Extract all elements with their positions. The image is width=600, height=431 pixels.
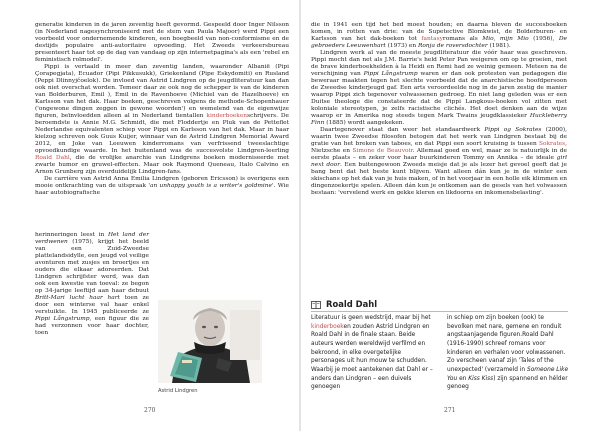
text-run: generatie kinderen in de jaren zeventig heeft gevormd. Gespeeld door Inger Nilsson (in Nederland nagesynchroniseerd met de stem van Paula Majoor) werd Pippi een voorbeeld voor ondernemende kinderen, een boegbeeld van non-conformisme en de destijds populaire anti-autoritaire opvoeding. Het Zweeds verkeersbureau presenteert haar tot op de dag van vandaag op zijn internetpagina's als een 'rebel en feministisch rolmodel'. xyxy=(35,22,289,64)
text-run: in schiep om zijn boeken (ook) te bevolken met nare, gemene en ronduit angstaanjagende figuren. xyxy=(447,315,562,339)
paragraph xyxy=(35,176,289,197)
italic-title: Someone Like You xyxy=(447,366,569,382)
italic-title: 'an unhappy youth is a writer's goldmine' xyxy=(148,183,274,190)
text-run: (2000), waarin twee Zweedse filosofen betogen dat het werk van Lindgren bestaat bij de gratie van het breken van taboes, en dat Pippi een soort kruising is tussen xyxy=(311,127,567,148)
text-run: en xyxy=(457,375,469,382)
left-body-text xyxy=(35,22,289,197)
italic-title: Pippi Långstrump xyxy=(35,316,90,323)
paragraph xyxy=(35,22,289,64)
paragraph xyxy=(311,50,567,127)
text-run: Pippi is vertaald in meer dan zeventig landen, waaronder Albanië (Pipi Çorapegjata), Ecuador (Pipi Pikkusukk), Griekenland (Pipe Eskydomiti) en Rusland (Peppi Dlinnyjčoelok). De invloed van Astrid Lindgren op de jeugdliteratuur kan dan ook niet overschat worden. Temeer daar ze ook nog de schepper is van de kinderen van Bolderburen, Emil ), Emil in de Ravenhoeve (Michiel van de Hazelhoeve) en Karlsson van het dak. Haar boeken, geschreven volgens de methode-Schopenhauer ('ongewone dingen zeggen in gewone woorden') en wemelend van de eigenwijze figuren, beïnvloedden alleen al in Nederland tientallen xyxy=(35,64,289,120)
text-run: Lindgren werk al van de meeste jeugdliteratuur die vóór haar was geschreven. Pippi mocht dan net als J.M. Barrie's held Peter Pan weigeren om op te groeien, met de brave kinderboekhelden à la Heidi en Remi had ze weinig gemeen. Meteen na de verschijning van xyxy=(311,50,567,78)
paragraph xyxy=(311,127,567,197)
section-column-1 xyxy=(311,314,433,392)
italic-title: Kiss Kiss xyxy=(468,375,494,382)
text-run: , een figuur die ze had verzonnen voor haar dochter, toen xyxy=(35,316,149,337)
right-body-text xyxy=(311,22,567,197)
italic-title: Pippi Långstrump xyxy=(363,71,418,78)
text-run: waren er dan ook protesten van pedagogen die beweraar maakten tegen het slechte voorbeeld dat de anarchistische hoofdpersoon de Zweedse kinderjeugd gaf. Een arts veroordeelde nog in de jaren zestig de manier waarop Pippi zich tegenover volwassenen gedroeg. En niet lang geleden was er een Duitse theologe die constateerde dat de Pippi Langkous-boeken vol zitten met koloniale stereotypen, je zelfs racistische clichés. Het doet denken aan de wijze waarop er in Amerika nog steeds tegen Mark Twains jeugdklassieker xyxy=(311,71,567,120)
book-gutter xyxy=(299,0,301,431)
page-number-left: 270 xyxy=(144,407,156,414)
section-divider xyxy=(311,311,568,312)
highlighted-term: kinderboek xyxy=(311,323,344,330)
text-run: De carrière van Astrid Anna Emilia Lindgren (geboren Ericsson) is overigens een mooie ontkrachting van de uitspraak xyxy=(35,176,289,190)
left-narrow-text xyxy=(35,232,149,337)
text-run: . Allemaal goed en wel, maar ze is natuurlijk in de eerste plaats – en zeker voor haar buurkinderen Tommy en Annika – de ideale xyxy=(311,148,567,162)
text-run: romans als xyxy=(442,36,483,43)
text-run: toen ze door een winterse val haar enkel verstuikte. In 1945 publiceerde ze xyxy=(35,295,150,316)
text-run: (1956), xyxy=(528,36,559,43)
paragraph xyxy=(35,232,149,337)
highlighted-term: Sokrates xyxy=(538,141,566,148)
text-run: . Een buitengewoon Zweeds meisje dat je als lezer het gevoel geeft dat je bang bent dat het beste kunt blijven. Want alleen dán kun je in de winter een skischans op het dak van je huis maken, of in het voorjaar in een holle eik klimmen en dingenzoekertje spelen. Alleen dán kun je ontkomen aan de gesels van het volwassen bestaan: 'vervelend werk en gekke kleren en likdoorns en inkomensbelasting'. xyxy=(311,162,567,197)
italic-title: Ronja de roversdochter xyxy=(417,43,488,50)
text-run: Literatuur is geen wedstrijd, maar bij het xyxy=(311,315,431,321)
portrait-photo xyxy=(158,300,262,383)
page-number-right: 271 xyxy=(444,407,456,414)
highlighted-term: fantasy xyxy=(421,36,443,43)
paragraph xyxy=(35,64,289,176)
italic-title: Mio, mijn Mio xyxy=(482,36,529,43)
italic-title: Het land der verdwenen xyxy=(35,232,149,246)
highlighted-term: kinderboeken xyxy=(206,113,248,120)
highlighted-term: Roald Dahl xyxy=(35,155,70,162)
italic-title: Pippi og Sokrates xyxy=(484,127,542,134)
italic-title: De gebroeders Leeuwenhart xyxy=(311,36,567,50)
italic-title: Huckleberry Finn xyxy=(311,113,567,127)
text-run: (1975), krijgt het beeld van een Zuid-Zweedse plattelandsidylle, een jeugd vol veilige avonturen met zusjes en broertjes en ouders die elkaar adoreerden. Dat Lindgren schrijfster werd, was dan ook een kwestie van toeval: ze begon op 34-jarige leeftijd aan haar debuut xyxy=(35,239,149,295)
text-run: herinneringen leest in xyxy=(35,232,108,238)
text-run: (1885) wordt aangekeken. xyxy=(324,120,405,127)
text-run: schrijvers. De beroemdste is Annie M.G. Schmidt, die met Floddertje en Pluk van de Petteflet Nederlandse equivalenten schiep voor Pippi en Karlsson van het dak. Maar in haar kielzog schreven ook Guus Kuijer, winnaar van de Astrid Lindgren Memorial Award 2012, en Joke van Leeuwen kinderromans van verfrissend tweeslachtige opvoedkundige waarde. In het buitenland was de succesvolste Lindgren-leerling xyxy=(35,113,289,155)
text-run: , Nietzsche en xyxy=(311,141,567,155)
text-run: , die de vrolijke anarchie van Lindgrens boeken moderniseerde met zwarte humor en gruwel-effecten. Maar ook Raymond Queneau, Italo Calvino en Arnon Grunberg zijn overduidelijk Lindgren-fans. xyxy=(35,155,289,176)
paragraph xyxy=(311,22,567,50)
text-run: ) zijn spannend en hélder genoeg xyxy=(447,375,568,391)
text-run: . Wie haar autobiografische xyxy=(35,183,289,197)
section-title: Roald Dahl xyxy=(326,298,378,309)
highlighted-term: Simone de Beauvoir xyxy=(352,148,413,155)
text-run: Daartegenover staat dan weer het standaardwerk xyxy=(320,127,485,134)
text-run: en zouden Astrid Lindgren en Roald Dahl in de finale staan. Beide auteurs werden wereldwijd verfilmd en bekroond, in elke overgetelijke personages uit hun mouw te schudden. Waarbij je moet aantekenen dat Dahl er – anders dan Lindgren – een duivels genoegen xyxy=(311,323,433,391)
italic-title: girl next door xyxy=(311,155,567,169)
text-run: Roald Dahl (1916-1990) schreef romans voor kinderen en verhalen voor volwassenen. Zo verscheen vanaf zijn 'Tales of the unexpected' (verzameld in xyxy=(447,332,566,373)
text-run: (1981). xyxy=(487,43,511,50)
photo-caption: Astrid Lindgren xyxy=(158,388,198,394)
text-run: (1973) en xyxy=(385,43,418,50)
section-column-2 xyxy=(447,314,569,392)
text-run: die in 1941 een tijd het bed moest houden; en daarna bleven de succesboeken komen, in rotten van drie: van de Supetective Blomkwist, de Bolderburen- en Karlsson van het dak-boeken tot xyxy=(311,22,567,43)
italic-title: Britt-Mari lucht haar hart xyxy=(35,295,120,302)
